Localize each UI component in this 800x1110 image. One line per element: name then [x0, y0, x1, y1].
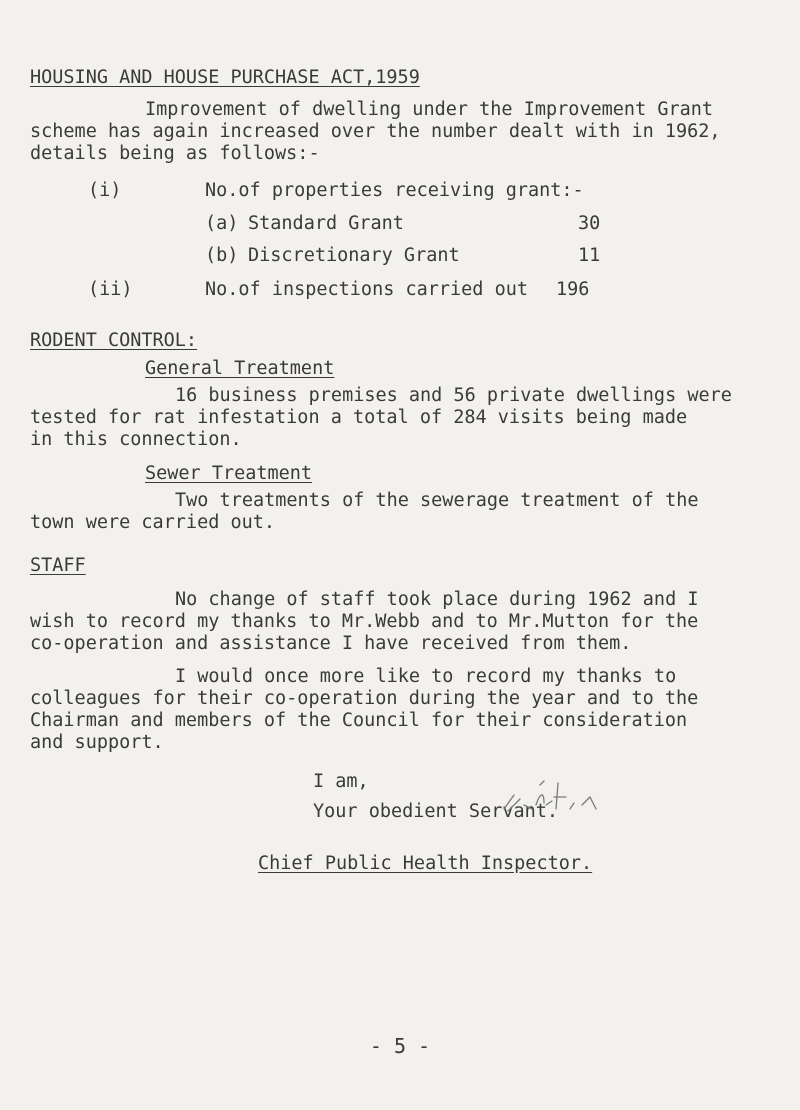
staff-p2-line4: and support. [30, 732, 164, 753]
staff-p1-line3: co-operation and assistance I have received from them. [30, 633, 632, 654]
item-i-label: (i) [88, 180, 122, 201]
item-a-value: 30 [578, 213, 601, 234]
closing-i-am: I am, [313, 771, 369, 792]
general-line1: 16 business premises and 56 private dwellings were [175, 385, 732, 406]
staff-p1-line1: No change of staff took place during 1962 and I [175, 589, 699, 610]
item-b-value: 11 [578, 245, 601, 266]
rodent-heading: RODENT CONTROL: [30, 330, 198, 351]
item-ii-text: No.of inspections carried out [205, 279, 529, 300]
staff-p2-line3: Chairman and members of the Council for their consideration [30, 710, 688, 731]
housing-para-line3: details being as follows:- [30, 143, 320, 164]
sewer-treatment-heading: Sewer Treatment [145, 463, 313, 484]
sewer-line1: Two treatments of the sewerage treatment of the [175, 490, 699, 511]
general-line3: in this connection. [30, 429, 242, 450]
housing-para-line1: Improvement of dwelling under the Improvement Grant [145, 99, 714, 120]
item-ii-value: 196 [556, 279, 590, 300]
item-a-label: (a) [205, 213, 239, 234]
staff-p2-line1: I would once more like to record my thanks to [175, 666, 677, 687]
closing-your-obedient: Your obedient Servant. [313, 801, 559, 822]
item-b-text: Discretionary Grant [248, 245, 460, 266]
housing-heading: HOUSING AND HOUSE PURCHASE ACT,1959 [30, 67, 420, 88]
item-i-text: No.of properties receiving grant:- [205, 180, 584, 201]
closing-title: Chief Public Health Inspector. [258, 853, 593, 874]
sewer-line2: town were carried out. [30, 512, 276, 533]
item-b-label: (b) [205, 245, 239, 266]
item-a-text: Standard Grant [248, 213, 404, 234]
general-treatment-heading: General Treatment [145, 358, 335, 379]
item-ii-label: (ii) [88, 279, 133, 300]
staff-heading: STAFF [30, 555, 86, 576]
page-number: - 5 - [369, 1034, 431, 1058]
handwritten-signature [500, 775, 630, 817]
housing-para-line2: scheme has again increased over the number dealt with in 1962, [30, 121, 721, 142]
staff-p2-line2: colleagues for their co-operation during the year and to the [30, 688, 699, 709]
general-line2: tested for rat infestation a total of 284 visits being made [30, 407, 688, 428]
staff-p1-line2: wish to record my thanks to Mr.Webb and to Mr.Mutton for the [30, 611, 699, 632]
